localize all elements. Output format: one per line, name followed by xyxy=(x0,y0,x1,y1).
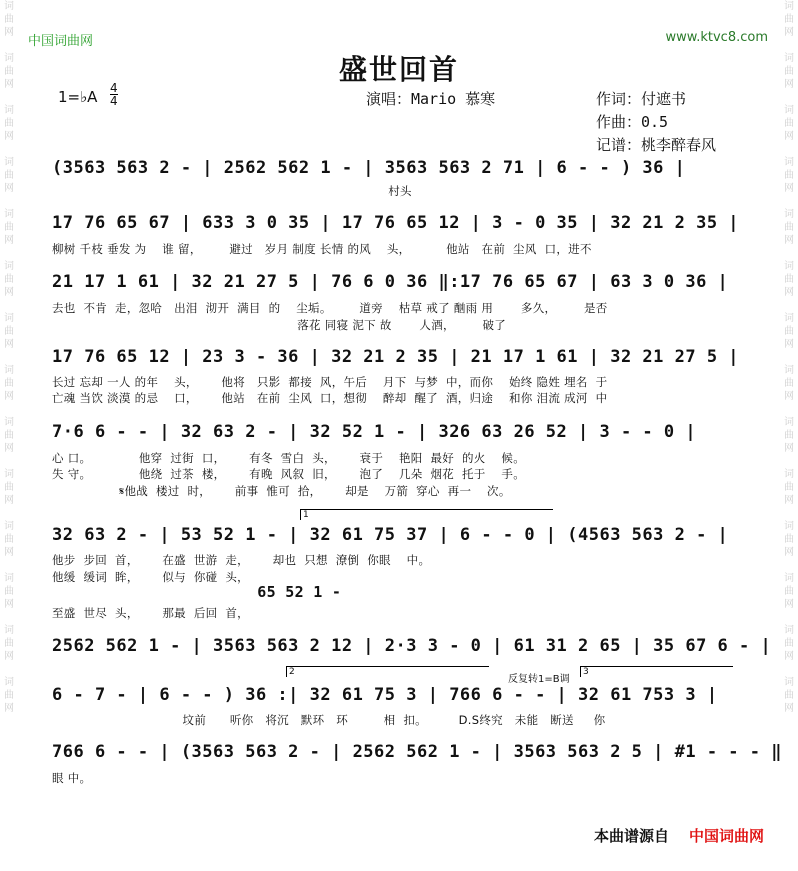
site-name-left[interactable]: 中国词曲网 xyxy=(28,34,94,49)
lyrics-line: 至盛 世尽 头， 那最 后回 首， xyxy=(52,606,249,620)
notes-line: (3563 563 2 - | 2562 562 1 - | 3563 563 2 71 | 6 - - ) 36 | xyxy=(52,158,686,178)
singers: 演唱：Mario 慕寒 xyxy=(366,90,496,108)
notes-line: 21 17 1 61 | 32 21 27 5 | 76 6 0 36 ‖:17 76 65 67 | 63 3 0 36 | xyxy=(52,272,729,292)
lyrics-line: 𝄋他战 楼过 时， 前事 惟可 拾， 却是 万箭 穿心 再一 次。 xyxy=(52,484,511,498)
key-signature: 1=♭A xyxy=(58,88,98,106)
lyrics-line: 他步 步回 首， 在盛 世游 走， 却也 只想 潦倒 你眼 中。 xyxy=(52,553,431,567)
key-change-note: 反复转1=B调 xyxy=(508,674,570,685)
lyrics-line: 柳树 千枝 垂发 为 谁 留， 避过 岁月 制度 长情 的风 头， 他站 在前 尘风 口，进不 xyxy=(52,242,592,256)
footer-source xyxy=(594,825,764,846)
lyrics-line: 落花 同寝 泥下 故 人酒， 破了 xyxy=(52,318,507,332)
volta-bracket-1: 1 xyxy=(300,509,553,520)
lyrics-line: 去也 不肯 走，忽哈 出泪 沏开 满目 的 尘垢。 道旁 枯草 戒了 酗雨 用 多久， 是否 xyxy=(52,301,608,315)
lyrics-line: 村头 xyxy=(52,184,412,198)
footer-source-label: 本曲谱源自 xyxy=(593,827,669,845)
lyrics-line: 失 守。 他绕 过茶 楼， 有晚 风叙 旧， 泡了 几朵 烟花 托于 手。 xyxy=(52,467,525,481)
lyricist: 作词：付遮书 xyxy=(596,90,687,108)
notes-line: 32 63 2 - | 53 52 1 - | 32 61 75 37 | 6 - - 0 | (4563 563 2 - | xyxy=(52,525,729,545)
time-signature: $\frac{4}{4}$ xyxy=(110,81,118,108)
composer: 作曲：0.5 xyxy=(596,113,669,131)
notes-line: 766 6 - - | (3563 563 2 - | 2562 562 1 - | 3563 563 2 5 | #1 - - - ‖ xyxy=(52,742,782,762)
site-url-right[interactable]: www.ktvc8.com xyxy=(665,30,768,45)
side-watermark-left: 词曲网 词曲网 词曲网 词曲网 词曲网 词曲网 词曲网 词曲网 词曲网 词曲网 词曲网 词曲网 词曲网 词曲网 xyxy=(4,1,14,714)
lyrics-line: 他缓 缓词 眸， 似与 你碰 头， xyxy=(52,570,249,584)
song-title: 盛世回首 xyxy=(338,53,459,86)
notes-line: 6 - 7 - | 6 - - ) 36 :| 32 61 75 3 | 766 6 - - | 32 61 753 3 | xyxy=(52,685,718,705)
footer-brand-link[interactable]: 中国词曲网 xyxy=(688,827,764,845)
notes-line: 2562 562 1 - | 3563 563 2 12 | 2·3 3 - 0 | 61 31 2 65 | 35 67 6 - | xyxy=(52,636,772,656)
lyrics-line: 眼 中。 xyxy=(52,771,92,785)
lyrics-line: 亡魂 当饮 淡漠 的忌 口， 他站 在前 尘风 口，想彻 醉却 醒了 酒，归途 和你 泪流 成河 中 xyxy=(52,391,608,405)
lyrics-line: 坟前 听你 将沉 默环 环 相 扣。 D.S终究 未能 断送 你 xyxy=(52,713,606,727)
notes-line: 17 76 65 67 | 633 3 0 35 | 17 76 65 12 | 3 - 0 35 | 32 21 2 35 | xyxy=(52,213,740,233)
side-watermark-right: 词曲网 词曲网 词曲网 词曲网 词曲网 词曲网 词曲网 词曲网 词曲网 词曲网 词曲网 词曲网 词曲网 词曲网 xyxy=(784,1,794,714)
notes-line: 7·6 6 - - | 32 63 2 - | 32 52 1 - | 326 63 26 52 | 3 - - 0 | xyxy=(52,422,697,442)
volta-bracket-2: 2 xyxy=(286,666,489,677)
lyrics-line: 心 口。 他穿 过街 口， 有冬 雪白 头， 衰于 艳阳 最好 的火 候。 xyxy=(52,451,525,465)
transcriber: 记谱：桃李醉春风 xyxy=(596,136,717,154)
notes-line: 17 76 65 12 | 23 3 - 36 | 32 21 2 35 | 21 17 1 61 | 32 21 27 5 | xyxy=(52,347,740,367)
volta-bracket-3: 3 xyxy=(580,666,733,677)
alt-notes-line: 65 52 1 - xyxy=(52,583,342,601)
lyrics-line: 长过 忘却 一人 的年 头， 他将 只影 都接 风，午后 月下 与梦 中，而你 始终 隐姓 埋名 于 xyxy=(52,375,608,389)
